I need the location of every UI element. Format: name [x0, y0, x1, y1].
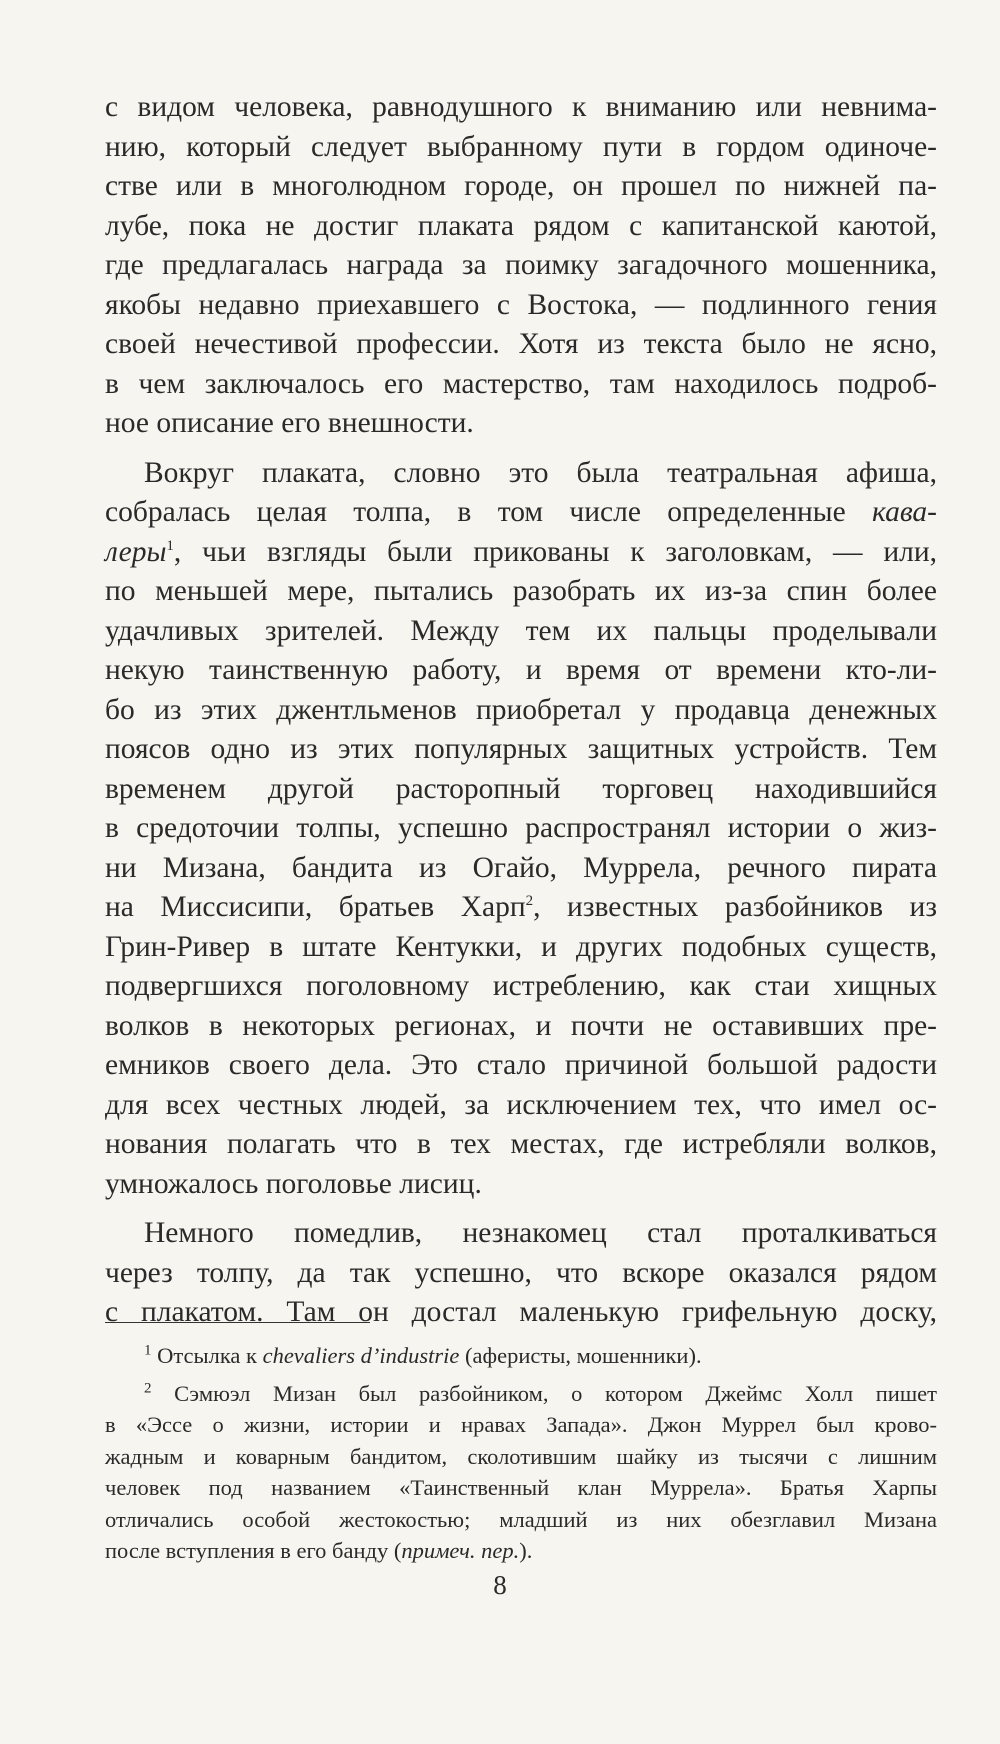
- text-line: Вокруг плаката, словно это была театральная афиша,: [144, 456, 937, 489]
- footnote-divider: [105, 1322, 370, 1323]
- footnote-1: [105, 1340, 937, 1372]
- text-run: , известных разбойников из: [533, 891, 937, 923]
- text-line: бо из этих джентльменов приобретал у продавца денежных: [105, 693, 937, 726]
- text-line: [105, 1535, 937, 1567]
- text-line: нования полагать что в тех местах, где истребляли волков,: [105, 1128, 937, 1160]
- text-line: Грин-Ривер в штате Кентукки, и других подобных существ,: [105, 930, 937, 963]
- text-line: по меньшей мере, пытались разобрать их из-за спин более: [105, 575, 937, 607]
- text-line: [105, 493, 937, 533]
- italic-phrase: примеч. пер.: [401, 1538, 520, 1563]
- page-number: 8: [493, 1570, 507, 1600]
- text-run: (аферисты, мошенники).: [459, 1343, 702, 1368]
- text-line: с плакатом. Там он достал маленькую грифельную доску,: [105, 1296, 937, 1328]
- footnote-ref-2[interactable]: 2: [525, 893, 534, 910]
- text-line: [105, 533, 937, 573]
- text-run: собралась целая толпа, в том числе определенные: [105, 496, 872, 528]
- paragraph-1: [105, 88, 937, 444]
- text-line: где предлагалась награда за поимку загадочного мошенника,: [105, 249, 937, 281]
- paragraph-2: [105, 454, 937, 1205]
- footnote-marker: 1: [144, 1342, 152, 1359]
- text-run: на Миссисипи, братьев Харп: [105, 891, 526, 923]
- footnote-marker: 2: [144, 1380, 152, 1396]
- text-line: своей нечестивой профессии. Хотя из текста было не ясно,: [105, 328, 937, 360]
- text-line: умножалось поголовье лисиц.: [105, 1167, 482, 1200]
- text-line: [105, 888, 937, 928]
- text-line: с видом человека, равнодушного к вниманию или невнима-: [105, 91, 937, 123]
- text-line: в средоточии толпы, успешно распространял истории о жиз-: [105, 812, 937, 844]
- text-line: ни Мизана, бандита из Огайо, Муррела, речного пирата: [105, 851, 937, 884]
- text-line: подвергшихся поголовному истреблению, как стаи хищных: [105, 970, 937, 1002]
- paragraph-3: [105, 1214, 937, 1333]
- text-line: стве или в многолюдном городе, он прошел по нижней па-: [105, 170, 937, 202]
- text-line: некую таинственную работу, и время от времени кто-ли-: [105, 654, 937, 686]
- text-line: якобы недавно приехавшего с Востока, — подлинного гения: [105, 288, 937, 321]
- footnotes: [105, 1340, 937, 1567]
- text-run: ).: [519, 1538, 533, 1563]
- text-run: Сэмюэл Мизан был разбойником, о котором Джеймс Холл пишет: [151, 1380, 937, 1406]
- text-line: [105, 1340, 937, 1372]
- footnote-ref-1[interactable]: 1: [166, 537, 174, 554]
- text-line: [105, 1378, 937, 1410]
- text-line: удачливых зрителей. Между тем их пальцы проделывали: [105, 614, 937, 647]
- italic-word: леры: [105, 535, 167, 568]
- text-line: волков в некоторых регионах, и почти не оставивших пре-: [105, 1009, 937, 1042]
- text-line: в чем заключалось его мастерство, там находилось подроб-: [105, 367, 937, 400]
- text-line: поясов одно из этих популярных защитных устройств. Тем: [105, 733, 937, 765]
- text-line: временем другой расторопный торговец находившийся: [105, 772, 937, 805]
- text-run: , чьи взгляды были прикованы к заголовкам, — или,: [173, 535, 937, 568]
- text-line: Немного помедлив, незнакомец стал проталкиваться: [144, 1217, 937, 1249]
- footnote-2: [105, 1378, 937, 1567]
- text-line: в «Эссе о жизни, истории и нравах Запада». Джон Муррел был крово-: [105, 1412, 937, 1437]
- text-run: после вступления в его банду (: [105, 1538, 402, 1563]
- text-line: нию, который следует выбранному пути в гордом одиноче-: [105, 130, 937, 163]
- text-line: емников своего дела. Это стало причиной большой радости: [105, 1049, 937, 1081]
- text-line: лубе, пока не достиг плаката рядом с капитанской каютой,: [105, 209, 937, 242]
- text-line: ное описание его внешности.: [105, 407, 474, 439]
- text-line: жадным и коварным бандитом, сколотившим шайку из тысячи с лишним: [105, 1443, 937, 1469]
- text-line: отличались особой жестокостью; младший из них обезглавил Мизана: [105, 1506, 937, 1532]
- text-run: Отсылка к: [151, 1343, 263, 1368]
- text-line: для всех честных людей, за исключением тех, что имел ос-: [105, 1088, 937, 1121]
- text-line: человек под названием «Таинственный клан Муррела». Братья Харпы: [105, 1475, 937, 1500]
- text-line: через толпу, да так успешно, что вскоре оказался рядом: [105, 1256, 937, 1289]
- main-text: [105, 88, 937, 1333]
- italic-phrase: chevaliers d’industrie: [262, 1343, 460, 1368]
- italic-word: кава-: [872, 496, 937, 528]
